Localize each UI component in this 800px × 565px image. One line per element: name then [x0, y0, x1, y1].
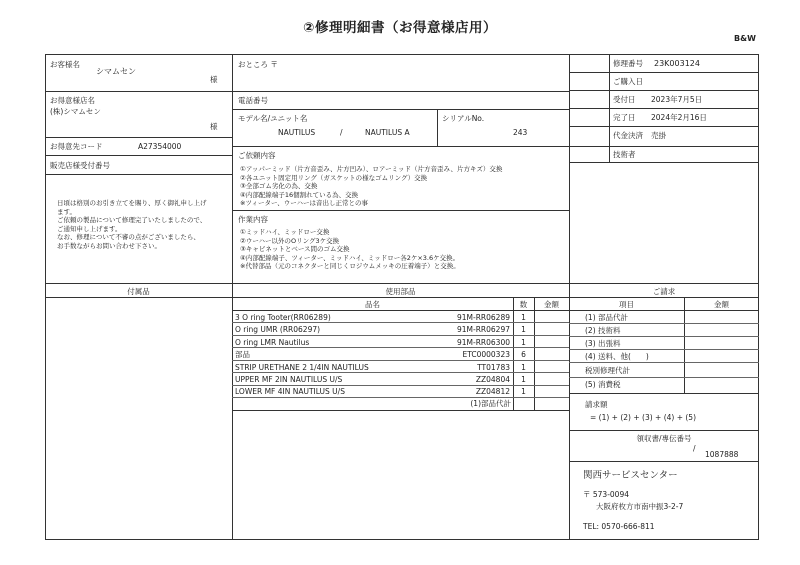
model-separator: /	[340, 128, 343, 137]
notice-text	[57, 199, 207, 251]
request-line: ④内部配線端子16個割れている為、交換	[240, 190, 359, 199]
serial-label: シリアルNo.	[442, 114, 485, 123]
part-code: ETC0000323	[462, 350, 510, 359]
address-label: おところ 〒	[238, 60, 278, 69]
parts-row-line	[232, 335, 569, 336]
notice-line: なお、修理について不審の点がございましたら、	[57, 233, 200, 242]
receipt-number-label: 販売店様受付番号	[50, 161, 110, 170]
dealer-sama: 様	[210, 122, 218, 131]
model-label: モデル名/ユニット名	[238, 114, 308, 123]
accepted-date-value: 2023年7月5日	[651, 95, 703, 104]
phone-label: 電話番号	[238, 96, 268, 105]
work-label: 作業内容	[238, 215, 268, 224]
work-line: ④内部配線端子、ツィーター、ミッドハイ、ミッドロー各2ケ×3.6ケ交換。	[240, 253, 460, 262]
parts-row-line	[232, 360, 569, 361]
billing-row-line	[569, 362, 759, 363]
part-code: 91M-RR06297	[456, 325, 510, 334]
receipt-slash: /	[693, 444, 696, 453]
customer-code-value: A27354000	[138, 142, 182, 151]
billing-colhead-line	[569, 310, 759, 311]
request-label: ご依頼内容	[238, 151, 276, 160]
notice-line: ご通知申し上げます。	[57, 224, 122, 233]
part-qty: 1	[521, 325, 526, 334]
document-title: ②修理明細書（お得意様店用）	[303, 20, 497, 36]
parts-bottom-line	[232, 410, 569, 411]
billing-amount-divider	[684, 297, 685, 393]
service-center-address: 大阪府枚方市南中振3-2-7	[596, 502, 684, 511]
service-center-postal: 〒 573-0094	[583, 490, 629, 499]
part-name: LOWER MF 4IN NAUTILUS U/S	[235, 387, 345, 396]
dealer-label: お得意様店名	[50, 96, 95, 105]
billing-item-pretax: 税別修理代計	[585, 366, 630, 375]
billing-col-item: 項目	[619, 300, 634, 309]
part-name: 3 O ring Tooter(RR06289)	[235, 313, 331, 322]
serial-value: 243	[513, 128, 528, 137]
billing-item-parts: (1) 部品代計	[585, 313, 629, 322]
part-code: 91M-RR06300	[456, 338, 510, 347]
model-value: NAUTILUS	[278, 128, 316, 137]
customer-code-label: お得意先コード	[50, 142, 103, 151]
part-name: UPPER MF 2IN NAUTILUS U/S	[235, 375, 343, 384]
billing-item-labor: (2) 技術料	[585, 326, 621, 335]
part-qty: 1	[521, 313, 526, 322]
parts-header: 使用部品	[385, 287, 416, 296]
billing-row-line	[569, 377, 759, 378]
divider-left-4	[45, 174, 232, 175]
divider-top-section	[45, 283, 759, 284]
parts-col-amount: 金額	[544, 300, 559, 309]
notice-line: ご依頼の製品について修理完了いたしましたので、	[57, 216, 207, 225]
part-name: O ring LMR Nautilus	[235, 338, 310, 347]
work-line: ③キャビネットとベース間のゴム交換	[240, 245, 350, 254]
customer-sama: 様	[210, 75, 218, 84]
receipt-value: 1087888	[705, 450, 739, 459]
parts-header-line	[232, 297, 569, 298]
parts-subtotal-label: (1)部品代計	[470, 399, 511, 408]
part-qty: 1	[521, 387, 526, 396]
billing-receipt-line	[569, 430, 759, 431]
part-code: ZZ04812	[475, 387, 510, 396]
completed-date-label: 完了日	[613, 113, 636, 122]
parts-row-line	[232, 347, 569, 348]
divider-mid-3	[232, 146, 759, 147]
parts-col-qty: 数	[519, 300, 528, 309]
divider-right-2	[569, 90, 759, 91]
parts-row-line	[232, 372, 569, 373]
purchase-date-label: ご購入日	[613, 77, 643, 86]
customer-name-value: シマムセン	[96, 67, 136, 76]
divider-mid-4	[232, 210, 569, 211]
billing-item-shipping: (4) 送料、他( )	[585, 352, 649, 361]
notice-line: お手数ながらお問い合わせ下さい。	[57, 241, 161, 250]
divider-left-3	[45, 155, 232, 156]
divider-right-5	[569, 162, 759, 163]
divider-right-4	[569, 126, 759, 127]
notice-line: 日頃は格別のお引き立てを賜り、厚く御礼申し上げ	[57, 199, 207, 207]
accessories-header-line	[45, 297, 232, 298]
part-qty: 1	[521, 338, 526, 347]
billing-center-line	[569, 461, 759, 462]
part-name: STRIP URETHANE 2 1/4IN NAUTILUS	[235, 363, 369, 372]
part-code: ZZ04804	[475, 375, 510, 384]
divider-serial	[437, 109, 438, 146]
notice-line: ます。	[57, 207, 76, 216]
billing-item-tax: (5) 消費税	[585, 380, 621, 389]
billing-row-line	[569, 336, 759, 337]
divider-right-3	[569, 108, 759, 109]
work-line: ①ミッドハイ、ミッドロー交換	[240, 228, 330, 236]
dealer-value: (株)シマムセン	[50, 107, 101, 116]
request-line: ③全部ゴム劣化の為、交換	[240, 182, 318, 191]
parts-row-line	[232, 322, 569, 323]
request-line: ②各ユニット固定用リング（ガスケットの様なゴムリング）交換	[240, 173, 428, 182]
work-line: ※代替部品（元のコネクターと同じくロジウムメッキの圧着端子）と交換。	[240, 262, 460, 271]
accepted-date-label: 受付日	[613, 95, 636, 104]
billing-header-line	[569, 297, 759, 298]
repair-number-label: 修理番号	[613, 59, 643, 68]
billing-total-formula: = (1) + (2) + (3) + (4) + (5)	[590, 413, 696, 422]
request-lines	[240, 165, 502, 208]
billing-item-travel: (3) 出張料	[585, 339, 621, 348]
request-line: ※ツィーター、ウーハーは音出し正常との事	[240, 199, 368, 208]
divider-right-1	[569, 72, 759, 73]
request-line: ①アッパーミッド（片方音歪み、片方凹み）、ロアーミッド（片方音歪み、片方キズ）交換	[240, 165, 503, 173]
part-code: 91M-RR06289	[456, 313, 510, 322]
technician-label: 技術者	[613, 150, 636, 159]
billing-row-line	[569, 323, 759, 324]
divider-left-1	[45, 91, 232, 92]
customer-name-label: お客様名	[50, 60, 80, 69]
parts-amount-divider	[534, 297, 535, 410]
billing-header: ご請求	[652, 287, 676, 296]
accessories-header: 付属品	[127, 287, 150, 296]
divider-left-2	[45, 137, 232, 138]
service-center-tel: TEL: 0570-666-811	[583, 522, 655, 531]
repair-number-value: 23K003124	[654, 59, 700, 68]
part-qty: 1	[521, 375, 526, 384]
parts-col-name: 品名	[365, 300, 380, 309]
part-code: TT01783	[477, 363, 510, 372]
payment-value: 売掛	[651, 131, 666, 140]
billing-total-line	[569, 393, 759, 394]
parts-colhead-line	[232, 310, 569, 311]
service-center-name: 関西サービスセンター	[583, 470, 678, 481]
part-name: O ring UMR (RR06297)	[235, 325, 321, 334]
part-qty: 1	[521, 363, 526, 372]
divider-mid-1	[232, 91, 569, 92]
part-name: 部品	[235, 350, 250, 359]
receipt-label: 領収書/專伝番号	[636, 434, 692, 443]
billing-total-label: 請求額	[585, 400, 608, 409]
billing-col-amount: 金額	[714, 300, 729, 309]
divider-mid-2	[232, 109, 569, 110]
parts-row-line	[232, 397, 569, 398]
work-line: ②ウーハー以外のOリング3ケ交換	[240, 236, 340, 245]
work-lines	[240, 228, 460, 271]
brand-label: B&W	[734, 34, 756, 43]
billing-row-line	[569, 349, 759, 350]
part-qty: 6	[521, 350, 526, 359]
completed-date-value: 2024年2月16日	[651, 113, 707, 122]
payment-label: 代金決済	[613, 131, 643, 140]
parts-row-line	[232, 385, 569, 386]
unit-value: NAUTILUS A	[365, 128, 410, 137]
